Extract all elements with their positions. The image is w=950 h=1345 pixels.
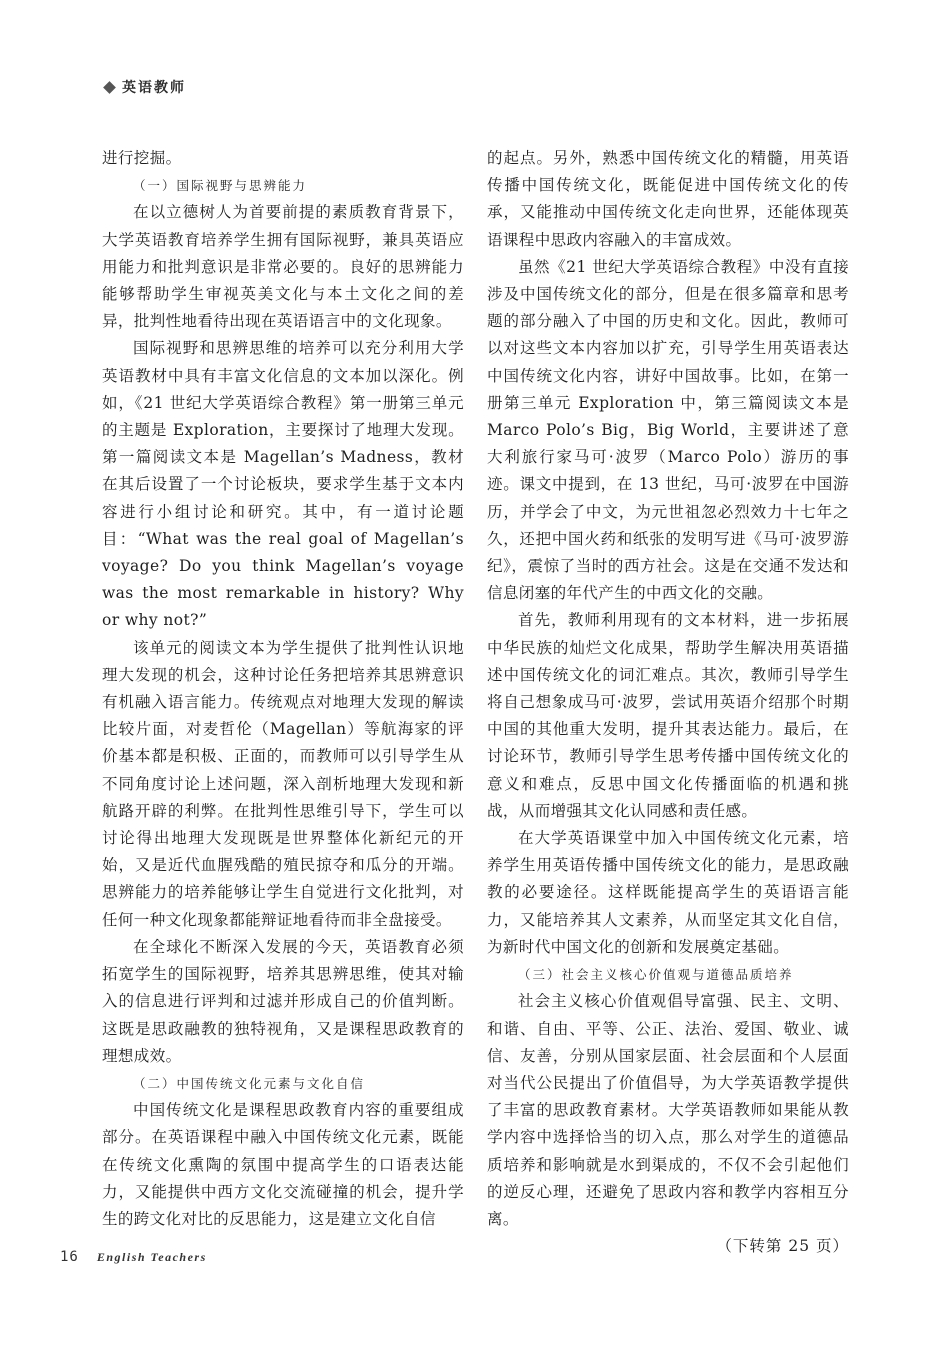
paragraph: 进行挖掘。 bbox=[102, 149, 182, 167]
continued-note: （下转第 25 页） bbox=[716, 1237, 849, 1256]
section-heading: （三）社会主义核心价值观与道德品质培养 bbox=[518, 967, 794, 983]
paragraph: 首先，教师利用现有的文本材料，进一步拓展中华民族的灿烂文化成果，帮助学生解决用英语描述中国传统文化的词汇难点。其次，教师引导学生将自己想象成马可·波罗，尝试用英语介绍那个时期中国的其他重大发明，提升其表达能力。最后，在讨论环节，教师引导学生思考传播中国传统文化的意义和难点，反思中国文化传播面临的机遇和挑战，从而增强其文化认同感和责任感。 bbox=[487, 611, 849, 820]
paragraph: 虽然《21 世纪大学英语综合教程》中没有直接涉及中国传统文化的部分，但是在很多篇章和思考题的部分融入了中国的历史和文化。因此，教师可以对这些文本内容加以扩充，引导学生用英语表达中国传统文化内容，讲好中国故事。比如，在第一册第三单元 Exploration 中，第三篇阅读文本是 Marco Polo’s Big，Big World，主要讲述了意大利旅行家马可·波罗（Marco Polo）游历的事迹。课文中提到，在 13 世纪，马可·波罗在中国游历，并学会了中文，为元世祖忽必烈效力十七年之久，还把中国火药和纸张的发明写进《马可·波罗游纪》，震惊了当时的西方社会。这是在交通不发达和信息闭塞的年代产生的中西文化的交融。 bbox=[487, 257, 849, 603]
journal-english-title: English Teachers bbox=[96, 1249, 207, 1264]
diamond-icon bbox=[102, 80, 116, 94]
right-column bbox=[487, 145, 849, 1260]
paragraph: 社会主义核心价值观倡导富强、民主、文明、和谐、自由、平等、公正、法治、爱国、敬业、诚信、友善，分别从国家层面、社会层面和个人层面对当代公民提出了价值倡导，为大学英语教学提供了丰富的思政教育素材。大学英语教师如果能从教学内容中选择恰当的切入点，那么对学生的道德品质培养和影响就是水到渠成的，不仅不会引起他们的逆反心理，还避免了思政内容和教学内容相互分离。 bbox=[487, 992, 849, 1228]
paragraph: 在以立德树人为首要前提的素质教育背景下，大学英语教育培养学生拥有国际视野，兼具英语应用能力和批判意识是非常必要的。良好的思辨能力能够帮助学生审视英美文化与本土文化之间的差异，批判性地看待出现在英语语言中的文化现象。 bbox=[102, 203, 464, 331]
paragraph: 在全球化不断深入发展的今天，英语教育必须拓宽学生的国际视野，培养其思辨思维，使其对输入的信息进行评判和过滤并形成自己的价值判断。这既是思政融教的独特视角，又是课程思政教育的理想成效。 bbox=[102, 937, 464, 1065]
section-heading: （一）国际视野与思辨能力 bbox=[133, 178, 308, 194]
paragraph: 的起点。另外，熟悉中国传统文化的精髓，用英语传播中国传统文化，既能促进中国传统文化的传承，又能推动中国传统文化走向世界，还能体现英语课程中思政内容融入的丰富成效。 bbox=[487, 149, 849, 249]
section-heading: （二）中国传统文化元素与文化自信 bbox=[133, 1075, 366, 1091]
left-column bbox=[102, 145, 464, 1233]
page-number: 16 bbox=[60, 1249, 79, 1265]
page-footer bbox=[60, 1249, 207, 1265]
running-header bbox=[102, 76, 186, 98]
paragraph: 中国传统文化是课程思政教育内容的重要组成部分。在英语课程中融入中国传统文化元素，既能在传统文化熏陶的氛围中提高学生的口语表达能力，又能提供中西方文化交流碰撞的机会，提升学生的跨文化对比的反思能力，这是建立文化自信 bbox=[102, 1101, 464, 1228]
journal-title: 英语教师 bbox=[122, 80, 186, 96]
paragraph: 国际视野和思辨思维的培养可以充分利用大学英语教材中具有丰富文化信息的文本加以深化。例如，《21 世纪大学英语综合教程》第一册第三单元的主题是 Exploration，主要探讨了地理大发现。第一篇阅读文本是 Magellan’s Madness，教材在其后设置了一个讨论板块，要求学生基于文本内容进行小组讨论和研究。其中，有一道讨论题目：“What was the real goal of Magellan’s voyage? Do you think Magellan’s voyage was the most remarkable in history? Why or why not?” bbox=[102, 339, 464, 630]
paragraph: 在大学英语课堂中加入中国传统文化元素，培养学生用英语传播中国传统文化的能力，是思政融教的必要途径。这样既能提高学生的英语语言能力，又能培养其人文素养，从而坚定其文化自信，为新时代中国文化的创新和发展奠定基础。 bbox=[487, 829, 849, 956]
paragraph: 该单元的阅读文本为学生提供了批判性认识地理大发现的机会，这种讨论任务把培养其思辨意识有机融入语言能力。传统观点对地理大发现的解读比较片面，对麦哲伦（Magellan）等航海家的评价基本都是积极、正面的，而教师可以引导学生从不同角度讨论上述问题，深入剖析地理大发现和新航路开辟的利弊。在批判性思维引导下，学生可以讨论得出地理大发现既是世界整体化新纪元的开始，又是近代血腥残酷的殖民掠夺和瓜分的开端。思辨能力的培养能够让学生自觉进行文化批判，对任何一种文化现象都能辩证地看待而非全盘接受。 bbox=[102, 638, 464, 929]
